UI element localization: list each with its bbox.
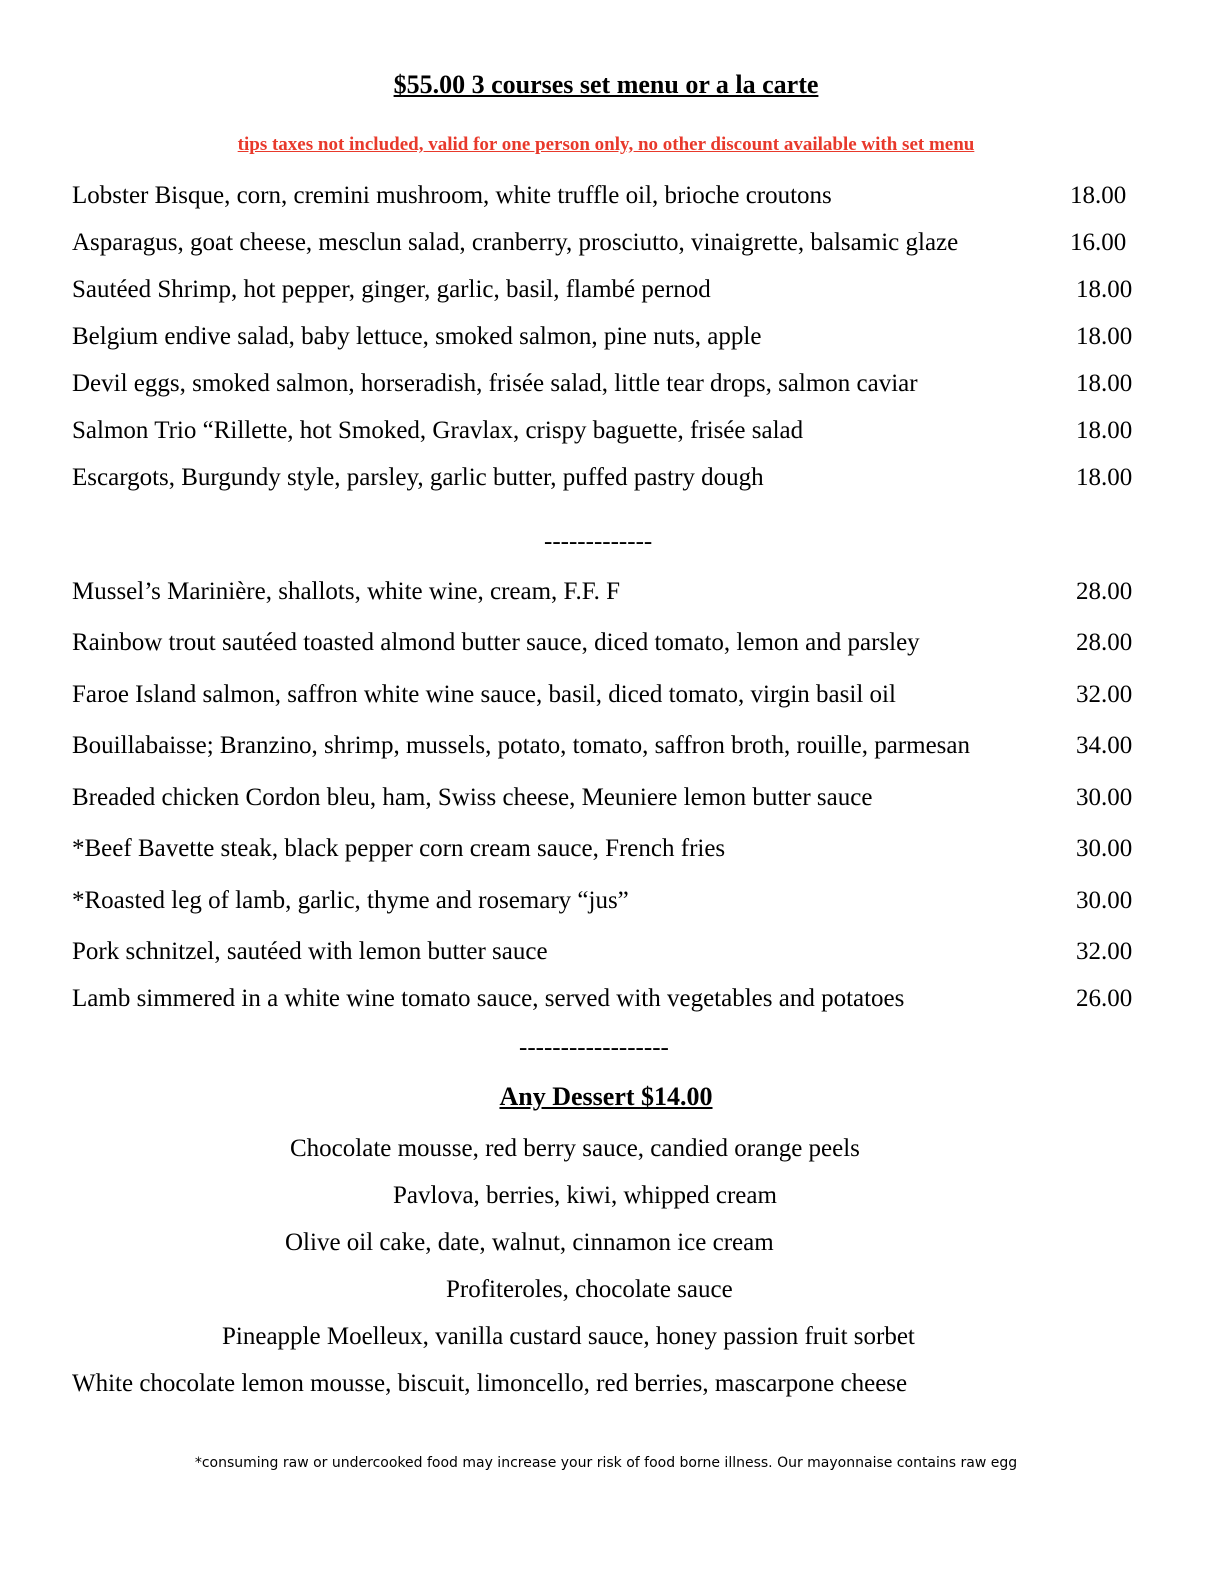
menu-item-price: 26.00 [1076, 985, 1133, 1012]
dessert-item: Olive oil cake, date, walnut, cinnamon ice cream [285, 1229, 774, 1256]
menu-item-name: Bouillabaisse; Branzino, shrimp, mussels, potato, tomato, saffron broth, rouille, parmesan [72, 732, 970, 759]
menu-item-price: 16.00 [1070, 229, 1127, 256]
menu-item-name: Pork schnitzel, sautéed with lemon butter sauce [72, 938, 548, 965]
dessert-item: Pineapple Moelleux, vanilla custard sauce, honey passion fruit sorbet [222, 1323, 915, 1350]
menu-item-price: 18.00 [1070, 182, 1127, 209]
menu-item-name: Breaded chicken Cordon bleu, ham, Swiss cheese, Meuniere lemon butter sauce [72, 784, 873, 811]
menu-item-price: 18.00 [1076, 417, 1133, 444]
menu-item-price: 18.00 [1076, 276, 1133, 303]
menu-item-price: 30.00 [1076, 784, 1133, 811]
menu-item-price: 18.00 [1076, 323, 1133, 350]
menu-item-price: 30.00 [1076, 887, 1133, 914]
dessert-item: White chocolate lemon mousse, biscuit, limoncello, red berries, mascarpone cheese [72, 1370, 908, 1397]
set-menu-notice: tips taxes not included, valid for one person only, no other discount available with set menu [237, 134, 975, 155]
menu-item-name: Asparagus, goat cheese, mesclun salad, cranberry, prosciutto, vinaigrette, balsamic glaze [72, 229, 959, 256]
menu-item-name: *Roasted leg of lamb, garlic, thyme and rosemary “jus” [72, 887, 629, 914]
dessert-item: Profiteroles, chocolate sauce [446, 1276, 733, 1303]
menu-item-name: Faroe Island salmon, saffron white wine sauce, basil, diced tomato, virgin basil oil [72, 681, 896, 708]
menu-item-price: 18.00 [1076, 370, 1133, 397]
menu-item-price: 28.00 [1076, 629, 1133, 656]
dessert-heading: Any Dessert $14.00 [499, 1082, 713, 1111]
dessert-item: Pavlova, berries, kiwi, whipped cream [393, 1182, 777, 1209]
menu-item-name: Lamb simmered in a white wine tomato sauce, served with vegetables and potatoes [72, 985, 905, 1012]
menu-item-name: Lobster Bisque, corn, cremini mushroom, white truffle oil, brioche croutons [72, 182, 832, 209]
dessert-item: Chocolate mousse, red berry sauce, candied orange peels [290, 1135, 860, 1162]
menu-item-price: 32.00 [1076, 681, 1133, 708]
section-separator: ------------- [544, 528, 653, 555]
allergy-footnote: *consuming raw or undercooked food may increase your risk of food borne illness. Our mayonnaise contains raw egg [194, 1455, 1018, 1471]
menu-item-name: Salmon Trio “Rillette, hot Smoked, Gravlax, crispy baguette, frisée salad [72, 417, 804, 444]
menu-item-price: 28.00 [1076, 578, 1133, 605]
menu-item-name: Belgium endive salad, baby lettuce, smoked salmon, pine nuts, apple [72, 323, 762, 350]
section-separator: ------------------ [519, 1034, 669, 1061]
menu-title: $55.00 3 courses set menu or a la carte [393, 70, 819, 99]
menu-item-price: 32.00 [1076, 938, 1133, 965]
menu-item-name: Mussel’s Marinière, shallots, white wine, cream, F.F. F [72, 578, 621, 605]
menu-item-name: Rainbow trout sautéed toasted almond butter sauce, diced tomato, lemon and parsley [72, 629, 920, 656]
menu-item-name: Devil eggs, smoked salmon, horseradish, frisée salad, little tear drops, salmon caviar [72, 370, 918, 397]
menu-item-price: 18.00 [1076, 464, 1133, 491]
menu-item-price: 30.00 [1076, 835, 1133, 862]
menu-item-name: Escargots, Burgundy style, parsley, garlic butter, puffed pastry dough [72, 464, 764, 491]
menu-item-name: Sautéed Shrimp, hot pepper, ginger, garlic, basil, flambé pernod [72, 276, 711, 303]
menu-item-name: *Beef Bavette steak, black pepper corn cream sauce, French fries [72, 835, 726, 862]
menu-item-price: 34.00 [1076, 732, 1133, 759]
